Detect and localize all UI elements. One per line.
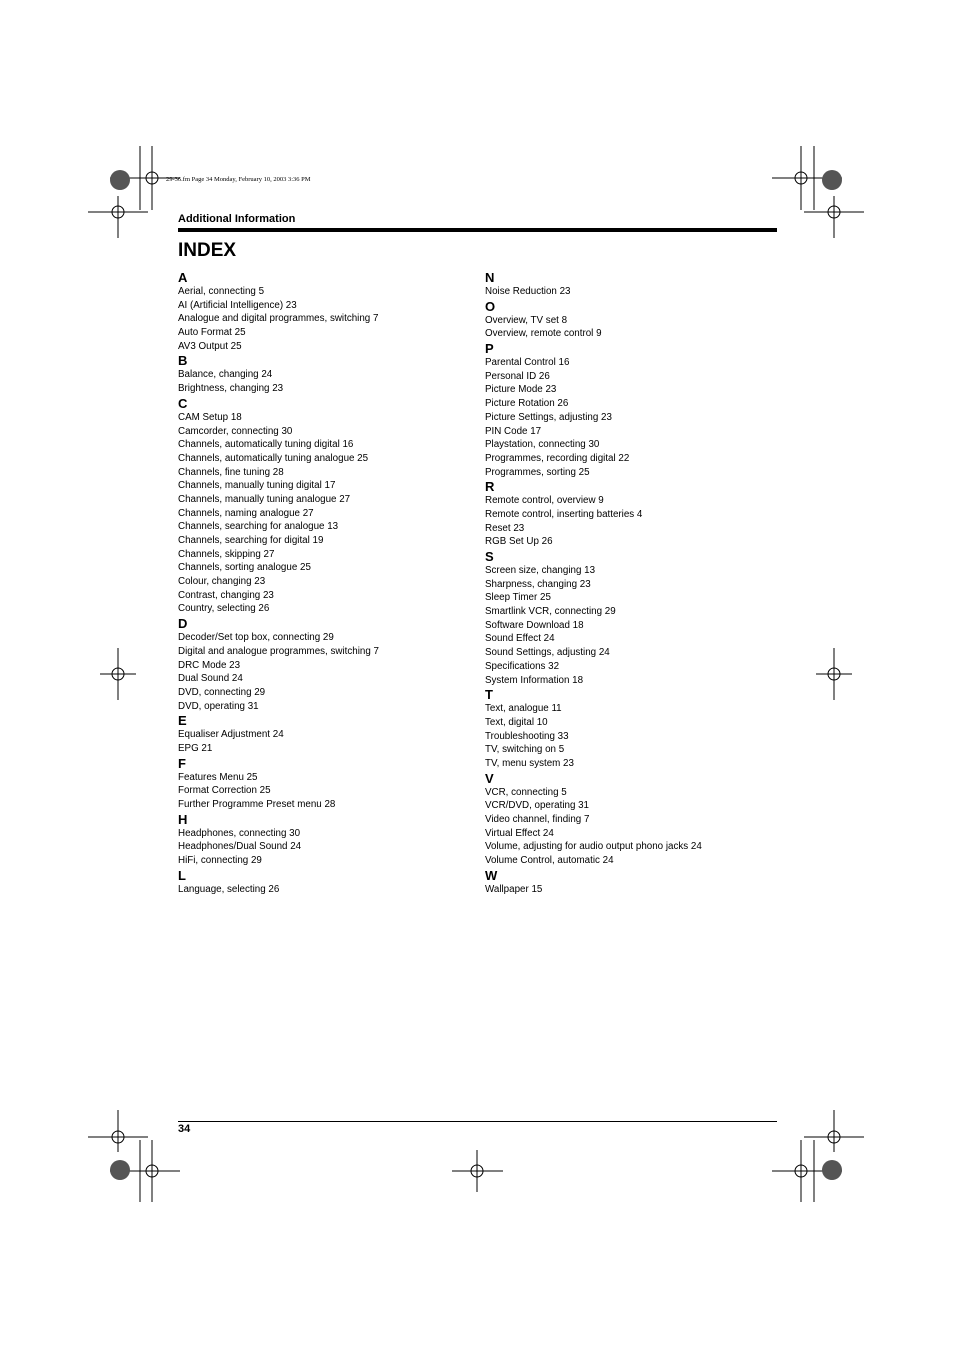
index-group	[485, 868, 775, 897]
index-entry: Country, selecting 26	[178, 603, 270, 615]
index-entry: Picture Rotation 26	[485, 398, 569, 410]
index-entry: Colour, changing 23	[178, 576, 266, 588]
index-entry: Analogue and digital programmes, switching 7	[178, 313, 379, 325]
index-entry: DVD, operating 31	[178, 700, 259, 712]
index-entry: System Information 18	[485, 674, 584, 686]
index-entry: Troubleshooting 33	[485, 730, 569, 742]
index-entry: HiFi, connecting 29	[178, 855, 262, 867]
footer-rule	[178, 1121, 777, 1122]
index-entry: TV, menu system 23	[485, 757, 574, 769]
index-entry: Reset 23	[485, 522, 525, 534]
index-entry: Balance, changing 24	[178, 369, 273, 381]
index-group	[485, 771, 775, 868]
index-group	[485, 687, 775, 770]
index-entry: Personal ID 26	[485, 370, 550, 382]
index-entry: Channels, skipping 27	[178, 548, 275, 560]
index-group	[485, 299, 775, 341]
index-group	[178, 868, 468, 897]
index-entry: Channels, searching for analogue 13	[178, 521, 339, 533]
index-entry: Volume Control, automatic 24	[485, 855, 614, 867]
index-entry: Features Menu 25	[178, 771, 258, 783]
index-entry: VCR, connecting 5	[485, 786, 567, 798]
index-group	[485, 341, 775, 479]
index-entry: Equaliser Adjustment 24	[178, 729, 284, 741]
index-entry: Sharpness, changing 23	[485, 578, 591, 590]
index-entry: Aerial, connecting 5	[178, 286, 265, 297]
index-group	[178, 713, 468, 755]
index-entry: Video channel, finding 7	[485, 814, 590, 825]
index-entry: Sound Effect 24	[485, 633, 555, 645]
index-entry: PIN Code 17	[485, 425, 542, 437]
index-entry: DRC Mode 23	[178, 659, 241, 671]
index-entry: Programmes, sorting 25	[485, 466, 590, 478]
index-entry: Noise Reduction 23	[485, 286, 571, 297]
index-entry: Channels, searching for digital 19	[178, 535, 324, 546]
index-letter-heading: V	[485, 770, 494, 786]
index-letter-heading: E	[178, 713, 187, 729]
index-entry: Channels, fine tuning 28	[178, 466, 284, 478]
index-entry: Dual Sound 24	[178, 673, 243, 685]
page-title: INDEX	[178, 240, 237, 261]
index-group	[178, 616, 468, 713]
section-label: Additional Information	[178, 213, 296, 225]
index-entry: Brightness, changing 23	[178, 383, 284, 395]
index-entry: CAM Setup 18	[178, 411, 242, 423]
index-entry: Overview, TV set 8	[485, 314, 568, 326]
index-entry: Contrast, changing 23	[178, 589, 274, 601]
index-entry: Remote control, overview 9	[485, 495, 604, 507]
index-entry: VCR/DVD, operating 31	[485, 800, 590, 812]
index-entry: RGB Set Up 26	[485, 536, 553, 548]
index-letter-heading: N	[485, 270, 495, 285]
index-entry: TV, switching on 5	[485, 744, 565, 756]
index-letter-heading: A	[178, 270, 188, 285]
page-number: 34	[178, 1123, 191, 1135]
index-entry: Sleep Timer 25	[485, 592, 551, 604]
index-entry: Specifications 32	[485, 660, 560, 672]
index-entry: Sound Settings, adjusting 24	[485, 647, 610, 659]
index-entry: Smartlink VCR, connecting 29	[485, 606, 616, 618]
index-entry: Channels, automatically tuning digital 16	[178, 439, 354, 451]
index-entry: DVD, connecting 29	[178, 686, 266, 698]
print-slug: 29-36.fm Page 34 Monday, February 10, 2003 3:36 PM	[166, 176, 311, 183]
index-entry: Software Download 18	[485, 619, 584, 631]
index-entry: Picture Settings, adjusting 23	[485, 411, 612, 423]
index-entry: Channels, manually tuning digital 17	[178, 480, 336, 492]
index-entry: Screen size, changing 13	[485, 565, 596, 576]
index-entry: Camcorder, connecting 30	[178, 425, 293, 437]
index-letter-heading: P	[485, 341, 494, 357]
index-group	[485, 549, 775, 687]
index-letter-heading: T	[485, 687, 493, 703]
index-group	[178, 396, 468, 616]
index-entry: Channels, naming analogue 27	[178, 507, 314, 519]
index-entry: AI (Artificial Intelligence) 23	[178, 299, 297, 311]
header-rule	[178, 228, 777, 232]
index-entry: Auto Format 25	[178, 327, 246, 339]
index-entry: Channels, sorting analogue 25	[178, 562, 311, 574]
index-entry: Parental Control 16	[485, 357, 570, 369]
index-column-right	[485, 270, 775, 896]
index-letter-heading: H	[178, 811, 188, 827]
index-letter-heading: S	[485, 549, 494, 564]
index-group	[485, 270, 775, 299]
index-column-left	[178, 270, 468, 896]
index-entry: Programmes, recording digital 22	[485, 452, 630, 464]
index-entry: EPG 21	[178, 742, 213, 754]
index-letter-heading: L	[178, 867, 186, 883]
index-entry: Overview, remote control 9	[485, 328, 602, 340]
index-entry: Channels, automatically tuning analogue 25	[178, 452, 369, 464]
index-entry: Virtual Effect 24	[485, 827, 554, 839]
index-entry: Volume, adjusting for audio output phono jacks 24	[485, 841, 702, 853]
index-letter-heading: R	[485, 479, 495, 495]
index-letter-heading: O	[485, 298, 496, 314]
index-group	[178, 353, 468, 395]
index-letter-heading: B	[178, 353, 188, 369]
index-entry: Picture Mode 23	[485, 384, 557, 396]
index-entry: Playstation, connecting 30	[485, 439, 600, 451]
index-letter-heading: F	[178, 755, 186, 771]
index-group	[178, 270, 468, 353]
index-letter-heading: C	[178, 395, 188, 411]
index-group	[485, 479, 775, 549]
index-entry: Decoder/Set top box, connecting 29	[178, 632, 334, 644]
index-entry: Digital and analogue programmes, switching 7	[178, 645, 379, 657]
index-entry: Language, selecting 26	[178, 883, 280, 895]
index-entry: Channels, manually tuning analogue 27	[178, 493, 351, 505]
index-entry: Further Programme Preset menu 28	[178, 799, 336, 810]
index-group	[178, 812, 468, 868]
index-entry: AV3 Output 25	[178, 340, 242, 352]
index-entry: Headphones/Dual Sound 24	[178, 841, 302, 853]
index-group	[178, 756, 468, 812]
index-entry: Text, digital 10	[485, 716, 548, 728]
index-entry: Format Correction 25	[178, 785, 271, 797]
index-entry: Text, analogue 11	[485, 703, 562, 715]
index-entry: Headphones, connecting 30	[178, 827, 301, 839]
index-entry: Remote control, inserting batteries 4	[485, 508, 643, 520]
index-entry: Wallpaper 15	[485, 883, 543, 895]
index-letter-heading: D	[178, 616, 188, 632]
index-letter-heading: W	[485, 867, 498, 883]
